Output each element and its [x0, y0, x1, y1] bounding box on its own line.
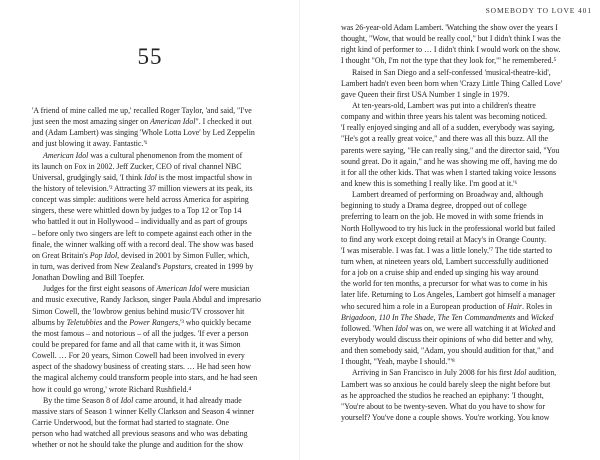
text-line: 'A friend of mine called me up,' recalled Roger Taylor, 'and said, "I've [32, 106, 252, 115]
text-line: Cowell. … For 20 years, Simon Cowell had been involved in every [32, 351, 245, 361]
text-line: Universal, grudgingly said, 'I think Idol is the most impactful show in [32, 172, 252, 182]
text-line: followed. 'When Idol was on, we were all watching it at Wicked and [341, 323, 556, 333]
text-line: the world for ten months, a precursor for what was to come in his [341, 279, 548, 289]
text-line: gave Queen their first USA Number 1 single in 1979. [341, 89, 510, 99]
text-line: the most famous – and notorious – of all the judges. 'If ever a person [32, 328, 249, 338]
text-line: whether or not he should take the plunge and audition for the show [32, 440, 244, 450]
text-line: its launch on Fox in 2002. Jeff Zucker, CEO of rival channel NBC [32, 161, 242, 171]
text-line: aspect of the shadowy business of creating stars. … He had seen how [32, 362, 251, 372]
text-line: Simon Cowell, the 'lowbrow genius behind music/TV crossover hit [32, 306, 245, 316]
text-line: and knew this is something I really like. I'm good at it.'⁶ [341, 178, 518, 188]
text-line: and just blowing it away. Fantastic.'¹ [32, 139, 148, 149]
text-line: and music executive, Randy Jackson, singer Paula Abdul and impresario [32, 295, 261, 305]
right-page [300, 0, 600, 460]
text-line: was 26-year-old Adam Lambert. 'Watching the show over the years I [341, 23, 558, 32]
text-line: By the time Season 8 of Idol came around, it had already made [43, 395, 242, 405]
text-line: finale, the winner walking off with a record deal. The show was based [32, 239, 254, 249]
text-line: At ten-years-old, Lambert was put into a children's theatre [352, 100, 536, 110]
text-line: the magical alchemy could transform people into stars, and he had seen [32, 373, 258, 383]
chapter-number: 55 [137, 44, 163, 69]
text-line: Raised in San Diego and a self-confessed 'musical-theatre-kid', [352, 67, 551, 77]
text-line: North Hollywood to try his luck in the professional world but failed [341, 223, 556, 233]
text-line: Brigadoon, 110 In The Shade, The Ten Commandments and Wicked [341, 312, 554, 322]
text-line: to find any work except doing retail at Macy's in Orange County. [341, 234, 547, 244]
text-line: in turn, was derived from New Zealand's Popstars, created in 1999 by [32, 261, 254, 271]
left-text-column [32, 105, 284, 450]
text-line: could be prepared for fame and all that came with it, it was Simon [32, 339, 241, 349]
right-text-column [341, 22, 587, 423]
text-line: I thought, "Yeah, maybe I should."'⁸ [341, 357, 455, 367]
text-line: who secured him a role in a European production of Hair. Roles in [341, 301, 553, 311]
text-line: Jonathan Dowling and Bill Toepfer. [32, 273, 145, 283]
text-line: singers, these were whittled down by judges to a Top 12 or Top 14 [32, 206, 242, 216]
text-line: "You're about to be twenty-seven. What do you have to show for [341, 401, 545, 411]
text-line: massive stars of Season 1 winner Kelly Clarkson and Season 4 winner [32, 406, 254, 416]
text-line: and then somebody said, "Adam, you should audition for that," and [341, 346, 554, 356]
text-line: who battled it out in Hollywood – individually and as part of groups [32, 217, 248, 227]
text-line: preferring to learn on the job. He moved in with some friends in [341, 212, 544, 222]
text-line: I thought "Oh, I'm not the type that they look for,"' he remembered.⁵ [341, 56, 557, 66]
text-line: everybody would discuss their opinions of who did better and why, [341, 334, 553, 344]
text-line: thought, "Wow, that would be really cool," but I didn't think I was the [341, 34, 561, 44]
text-line: yourself? You've done a couple shows. You're working. You know [341, 412, 550, 422]
text-line: – before only two singers are left to compete against each other in the [32, 228, 252, 238]
text-line: Judges for the first eight seasons of American Idol were musician [43, 284, 250, 294]
text-line: person who had watched all previous seasons and who was debating [32, 429, 248, 439]
text-line: later life. Returning to Los Angeles, Lambert got himself a manager [341, 290, 556, 300]
text-line: Lambert dreamed of performing on Broadway and, although [352, 190, 544, 200]
text-line: and (Adam Lambert) was singing 'Whole Lotta Love' by Led Zeppelin [32, 128, 255, 138]
running-header: SOMEBODY TO LOVE 401 [485, 6, 592, 15]
text-line: the history of television.'² Attracting 37 million viewers at its peak, its [32, 183, 253, 193]
text-line: just seen the most amazing singer on American Idol". I checked it out [32, 117, 252, 127]
text-line: 'I was miserable. I was fat. I was a little lonely.'⁷ The tide started to [341, 245, 553, 255]
text-line: Lambert was so anxious he could barely sleep the night before but [341, 379, 551, 389]
text-line: albums by Teletubbies and the Power Rangers,'³ who quickly became [32, 317, 252, 327]
text-line: on Great Britain's Pop Idol, devised in 2001 by Simon Fuller, which, [32, 250, 250, 260]
text-line: Lambert hadn't even been born when 'Crazy Little Thing Called Love' [341, 78, 563, 88]
text-line: right kind of performer to … I didn't think I would work on the show. [341, 45, 561, 55]
text-line: for a job on a cruise ship and ended up singing his way around [341, 268, 539, 278]
text-line: company and within three years his talent was becoming noticed. [341, 112, 547, 122]
text-line: Carrie Underwood, but the format had started to stagnate. One [32, 417, 229, 427]
text-line: American Idol was a cultural phenomenon from the moment of [43, 150, 243, 160]
text-line: 'I really enjoyed singing and all of a sudden, everybody was saying, [341, 123, 555, 133]
text-line: "He's got a really great voice," and there was all this buzz. All the [341, 134, 549, 144]
text-line: sound great. Do it again," and he was showing me off, having me do [341, 156, 558, 166]
text-line: concept was simple: auditions were held across America for aspiring [32, 195, 249, 205]
text-line: how it could go wrong,' wrote Richard Rushfield.⁴ [32, 384, 192, 394]
text-line: beginning to study a Drama degree, dropped out of college [341, 201, 527, 211]
text-line: Arriving in San Francisco in July 2008 for his first Idol audition, [352, 368, 557, 378]
text-line: turn when, at nineteen years old, Lambert successfully auditioned [341, 256, 549, 266]
text-line: as he approached the studios he reached an epiphany: 'I thought, [341, 390, 544, 400]
text-line: parents were saying, "He can really sing," and the director said, "You [341, 145, 560, 155]
text-line: it for all the other kids. That was when I started taking voice lessons [341, 167, 557, 177]
